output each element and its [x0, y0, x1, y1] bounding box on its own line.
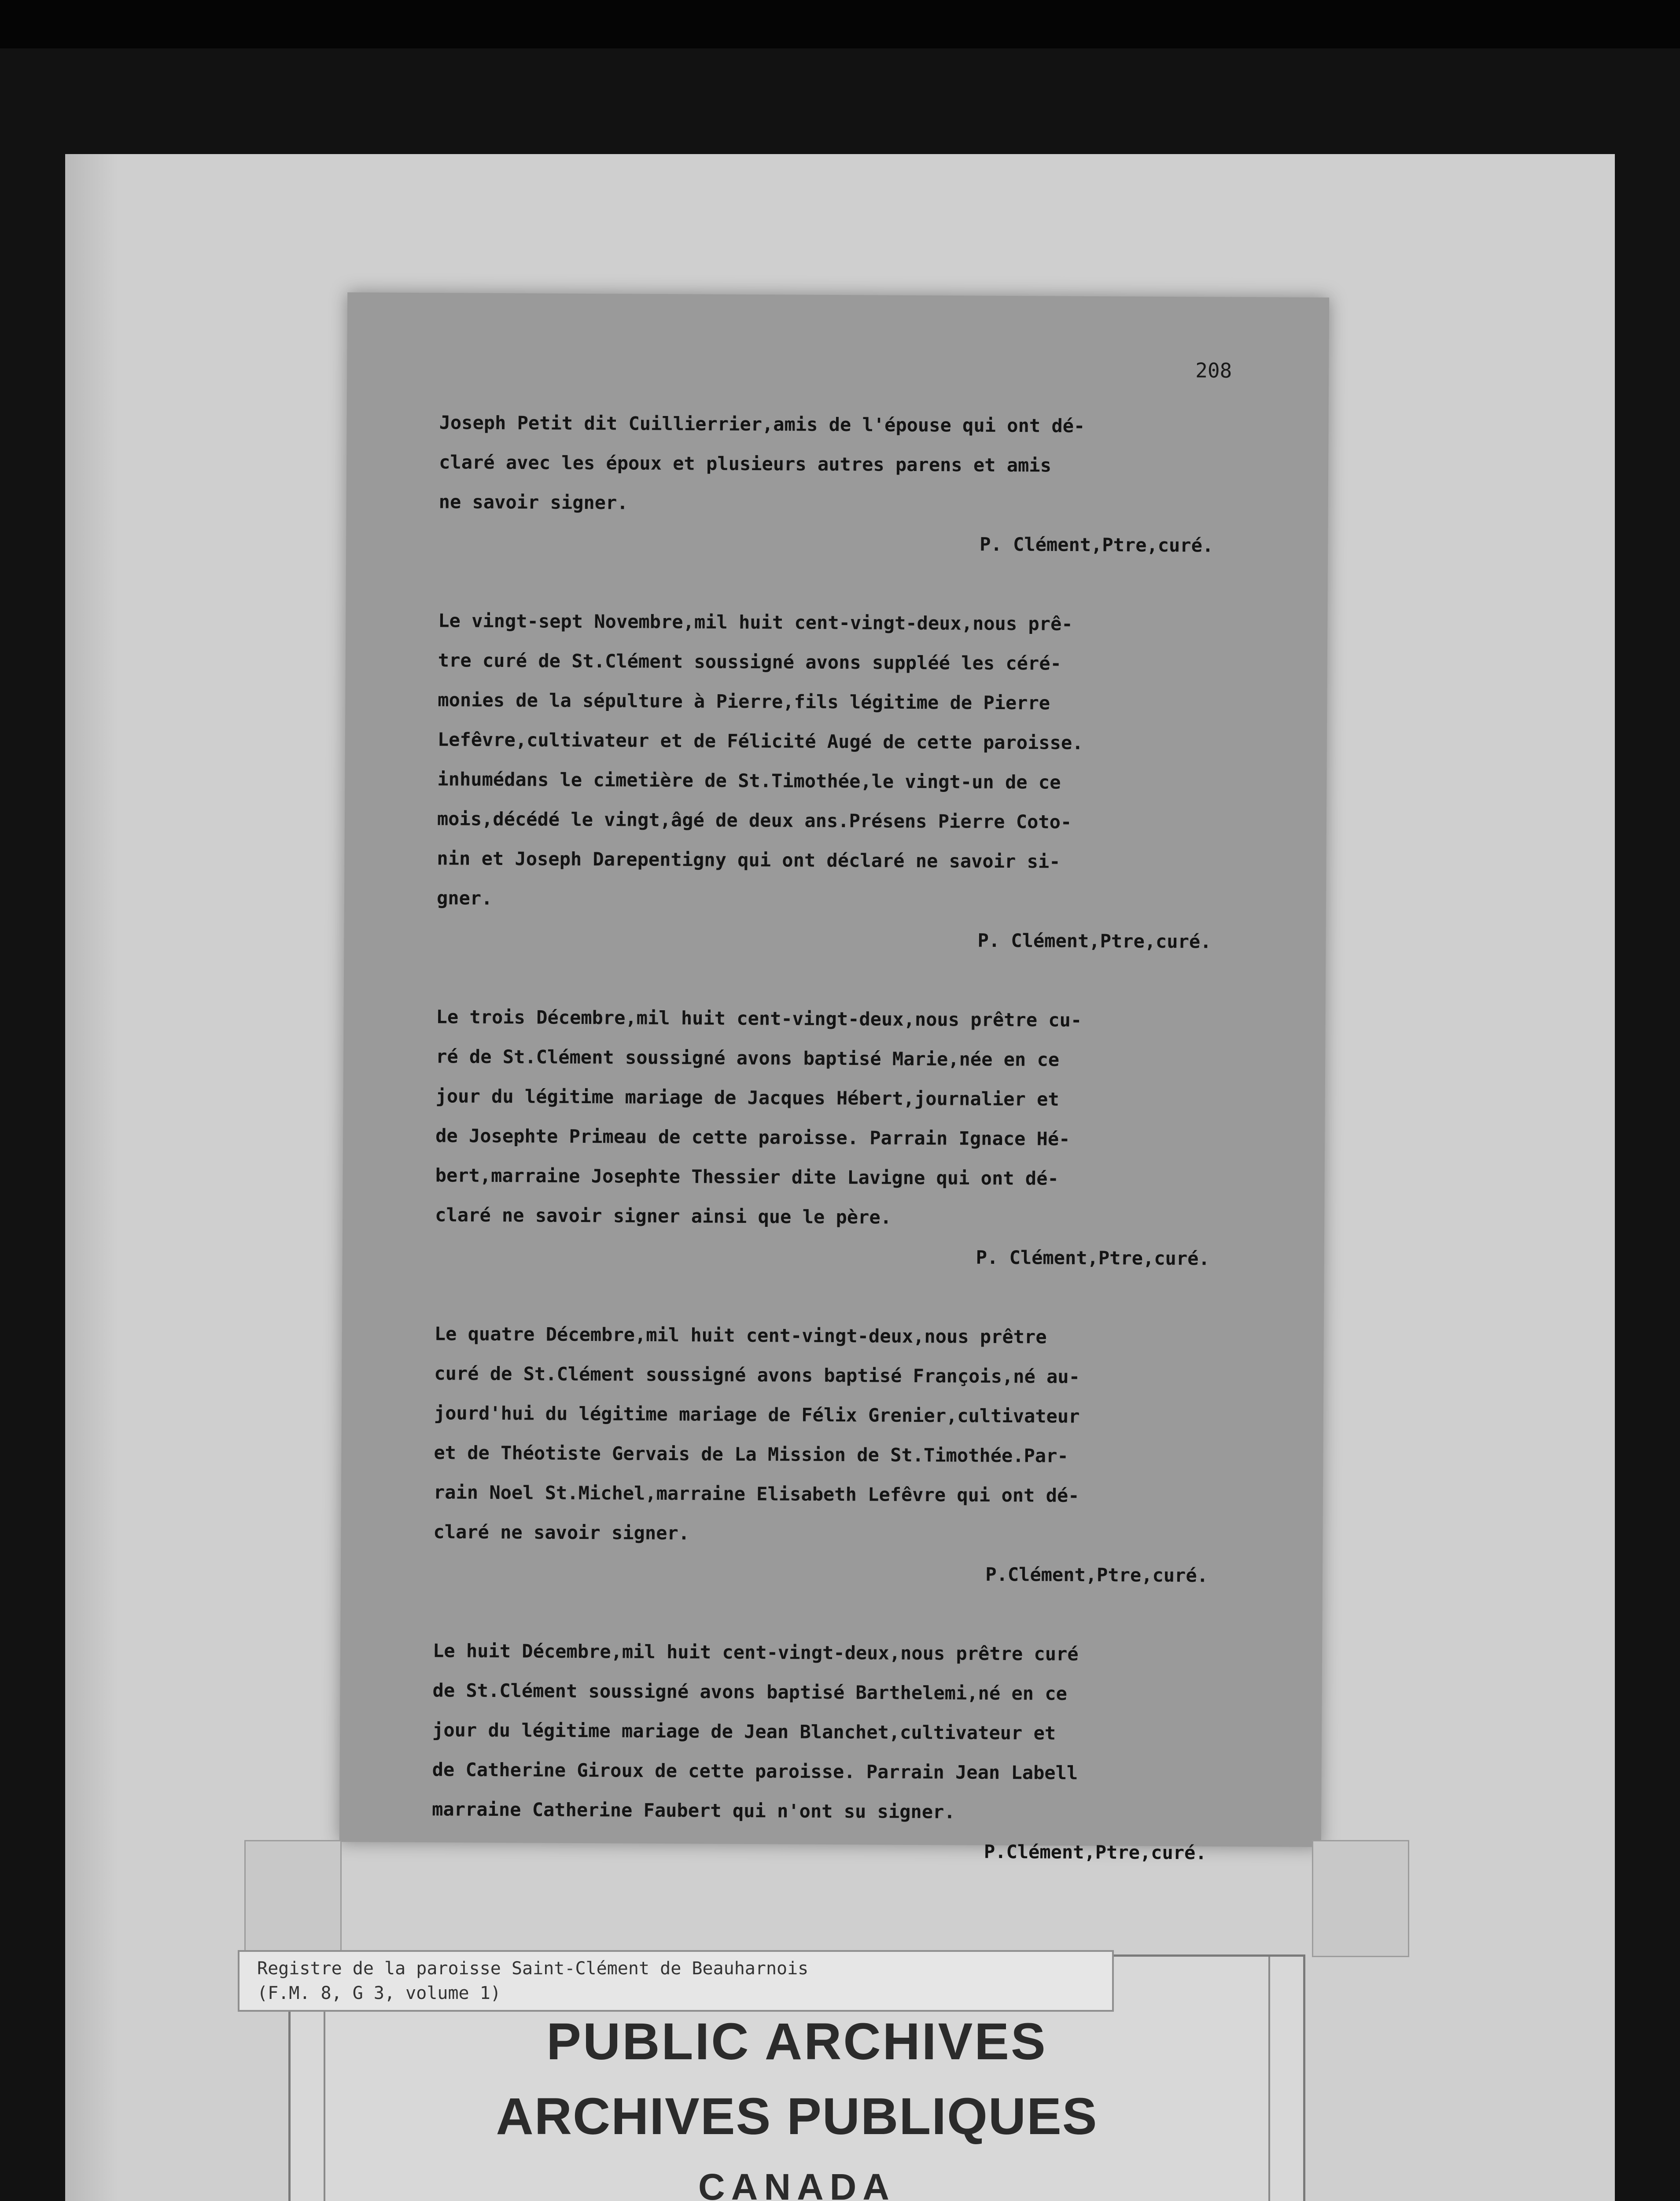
entry-line: Le trois Décembre,mil huit cent-vingt-deux,nous prêtre cu-	[436, 1006, 1082, 1031]
register-entries	[431, 403, 1231, 1873]
entry-line: tre curé de St.Clément soussigné avons suppléé les céré-	[438, 649, 1061, 674]
film-edge	[65, 154, 118, 2201]
register-entry	[438, 403, 1232, 605]
film-top-band	[0, 0, 1680, 48]
entry-gap	[433, 1591, 1225, 1635]
reference-label	[238, 1950, 1114, 2012]
entry-line: jourd'hui du légitime mariage de Félix Grenier,cultivateur	[434, 1402, 1080, 1427]
entry-line: mois,décédé le vingt,âgé de deux ans.Présens Pierre Coto-	[437, 808, 1072, 833]
archives-title-fr: ARCHIVES PUBLIQUES	[496, 2087, 1098, 2146]
entry-line: Joseph Petit dit Cuillierrier,amis de l'épouse qui ont dé-	[439, 412, 1085, 437]
entry-gap	[435, 1274, 1227, 1318]
entry-line: Lefêvre,cultivateur et de Félicité Augé de cette paroisse.	[437, 729, 1083, 754]
entry-line: de St.Clément soussigné avons baptisé Barthelemi,né en ce	[432, 1679, 1068, 1704]
archives-title-en: PUBLIC ARCHIVES	[546, 2013, 1047, 2071]
page-number: 208	[1195, 358, 1232, 383]
entry-signature: P. Clément,Ptre,curé.	[977, 929, 1212, 953]
entry-line: de Catherine Giroux de cette paroisse. Parrain Jean Labell	[432, 1759, 1078, 1784]
entry-line: ne savoir signer.	[438, 491, 628, 514]
entry-signature: P.Clément,Ptre,curé.	[985, 1563, 1208, 1586]
entry-line: Le huit Décembre,mil huit cent-vingt-deux,nous prêtre curé	[432, 1640, 1079, 1665]
entry-signature: P. Clément,Ptre,curé.	[980, 533, 1214, 556]
entry-line: bert,marraine Josephte Thessier dite Lavigne qui ont dé-	[435, 1164, 1059, 1189]
entry-gap	[436, 957, 1229, 1001]
entry-line: Le quatre Décembre,mil huit cent-vingt-deux,nous prêtre	[434, 1323, 1047, 1348]
entry-gap	[438, 561, 1231, 605]
entry-signature: P.Clément,Ptre,curé.	[984, 1840, 1207, 1864]
entry-signature: P. Clément,Ptre,curé.	[976, 1246, 1210, 1270]
entry-line: claré avec les époux et plusieurs autres parens et amis	[439, 451, 1052, 476]
entry-line: ré de St.Clément soussigné avons baptisé Marie,née en ce	[436, 1045, 1060, 1071]
entry-line: gner.	[436, 887, 493, 909]
entry-line: jour du légitime mariage de Jacques Hébert,journalier et	[435, 1085, 1059, 1110]
reference-line-2: (F.M. 8, G 3, volume 1)	[257, 1983, 501, 2003]
entry-line: rain Noel St.Michel,marraine Elisabeth Lefêvre qui ont dé-	[433, 1481, 1079, 1506]
entry-line: jour du légitime mariage de Jean Blanchet,cultivateur et	[432, 1719, 1056, 1744]
stamp-tab-left	[244, 1840, 342, 1957]
register-entry	[431, 1631, 1225, 1873]
entry-line: Le vingt-sept Novembre,mil huit cent-vingt-deux,nous prê-	[438, 610, 1073, 635]
entry-line: de Josephte Primeau de cette paroisse. Parrain Ignace Hé-	[435, 1125, 1070, 1150]
register-entry	[433, 1314, 1227, 1635]
entry-line: curé de St.Clément soussigné avons baptisé François,né au-	[434, 1362, 1080, 1388]
register-entry	[436, 601, 1231, 1001]
reference-line-1: Registre de la paroisse Saint-Clément de Beauharnois	[257, 1958, 809, 1979]
entry-line: monies de la sépulture à Pierre,fils légitime de Pierre	[438, 689, 1050, 714]
entry-line: inhumédans le cimetière de St.Timothée,le vingt-un de ce	[437, 768, 1061, 793]
entry-line: marraine Catherine Faubert qui n'ont su signer.	[432, 1798, 955, 1823]
register-entry	[435, 997, 1229, 1318]
entry-line: nin et Joseph Darepentigny qui ont déclaré ne savoir si-	[437, 847, 1061, 872]
register-page	[339, 292, 1329, 1864]
entry-line: claré ne savoir signer ainsi que le père.	[435, 1204, 892, 1228]
entry-line: et de Théotiste Gervais de La Mission de St.Timothée.Par-	[434, 1442, 1068, 1467]
archives-country: CANADA	[698, 2166, 895, 2201]
entry-line: claré ne savoir signer.	[433, 1521, 690, 1544]
stamp-tab-right	[1312, 1840, 1409, 1957]
